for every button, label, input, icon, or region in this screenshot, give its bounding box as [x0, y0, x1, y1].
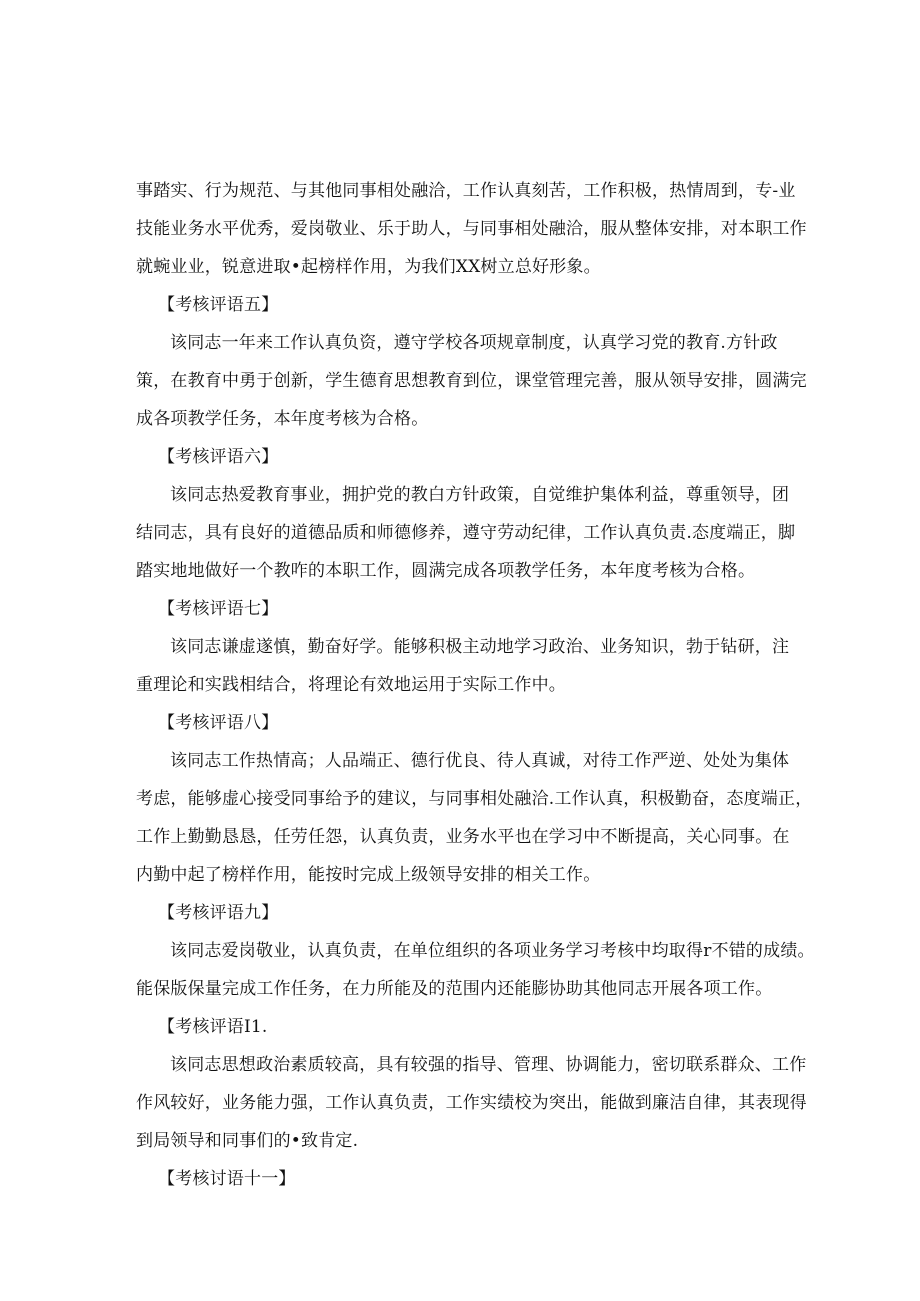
paragraph-line: 考虑，能够虚心接受同事给予的建议，与同事相处融洽.工作认真，积极勤奋，态度端正，: [136, 789, 813, 809]
paragraph-line: 内勤中起了榜样作用，能按时完成上级领导安排的相关工作。: [136, 865, 601, 885]
paragraph-line: 该同志思想政治素质较高，具有较强的指导、管理、协调能力，密切联系群众、工作: [170, 1055, 807, 1075]
document-body: [136, 172, 815, 1198]
paragraph-line: 就蜿业业，锐意进取•起榜样作用，为我们XX树立总好形象。: [136, 257, 601, 277]
paragraph-line: 作风较好，业务能力强，工作认真负责，工作实绩校为突出，能做到廉洁自律，其表现得: [136, 1093, 807, 1113]
paragraph-line: 事踏实、行为规范、与其他同事相处融洽，工作认真刻苦，工作积极，热情周到，专-业: [136, 181, 796, 201]
evaluation-section-9: [136, 894, 815, 1008]
paragraph-line: 该同志爱岗敬业，认真负责，在单位组织的各项业务学习考核中均取得r不错的成绩。: [170, 941, 815, 961]
evaluation-section-4-tail: [136, 172, 807, 286]
paragraph-line: 重理论和实践相结合，将理论有效地运用于实际工作中。: [136, 675, 566, 695]
paragraph-line: 成各项教学任务，本年度考核为合格。: [136, 409, 429, 429]
section-heading: 【考核评语七】: [158, 599, 279, 619]
paragraph-line: 能保版保量完成工作任务，在力所能及的范围内还能膨协助其他同志开展各项工作。: [136, 979, 773, 999]
evaluation-section-11: [136, 1160, 796, 1198]
section-heading: 【考核评语九】: [158, 903, 279, 923]
section-heading: 【考核评语I1.: [158, 1017, 268, 1037]
paragraph-line: 到局领导和同事们的•致肯定.: [136, 1131, 359, 1151]
paragraph-line: 该同志一年来工作认真负资，遵守学校各项规章制度，认真学习党的教育.方针政: [170, 333, 778, 353]
evaluation-section-6: [136, 438, 796, 590]
paragraph-line: 策，在教育中勇于创新，学生德育思想教育到位，课堂管理完善，服从领导安排，圆满完: [136, 371, 807, 391]
paragraph-line: 该同志热爱教育事业，拥护党的教白方针政策，自觉维护集体利益，尊重领导，团: [170, 485, 790, 505]
paragraph-line: 该同志工作热情高；人品端正、德行优良、待人真诚，对待工作严逆、处处为集体: [170, 751, 790, 771]
evaluation-section-10: [136, 1008, 807, 1160]
paragraph-line: 结同志，具有良好的道德品质和师德修养，遵守劳动纪律，工作认真负责.态度端正，脚: [136, 523, 796, 543]
paragraph-line: 工作上勤勤恳恳，任劳任怨，认真负责，业务水平也在学习中不断提高，关心同事。在: [136, 827, 790, 847]
section-heading: 【考核评语八】: [158, 713, 279, 733]
paragraph-line: 技能业务水平优秀，爱岗敬业、乐于助人，与同事相处融洽，服从整体安排，对本职工作: [136, 219, 807, 239]
paragraph-line: 踏实地地做好一个教咋的本职工作，圆满完成各项教学任务，本年度考核为合格。: [136, 561, 756, 581]
evaluation-section-7: [136, 590, 796, 704]
section-heading: 【考核评语六】: [158, 447, 279, 467]
evaluation-section-5: [136, 286, 807, 438]
section-heading: 【考核讨语十一】: [158, 1169, 296, 1189]
paragraph-line: 该同志谦虚遂慎，勤奋好学。能够积极主动地学习政治、业务知识，勃于钻研，注: [170, 637, 790, 657]
section-heading: 【考核评语五】: [158, 295, 279, 315]
evaluation-section-8: [136, 704, 813, 894]
